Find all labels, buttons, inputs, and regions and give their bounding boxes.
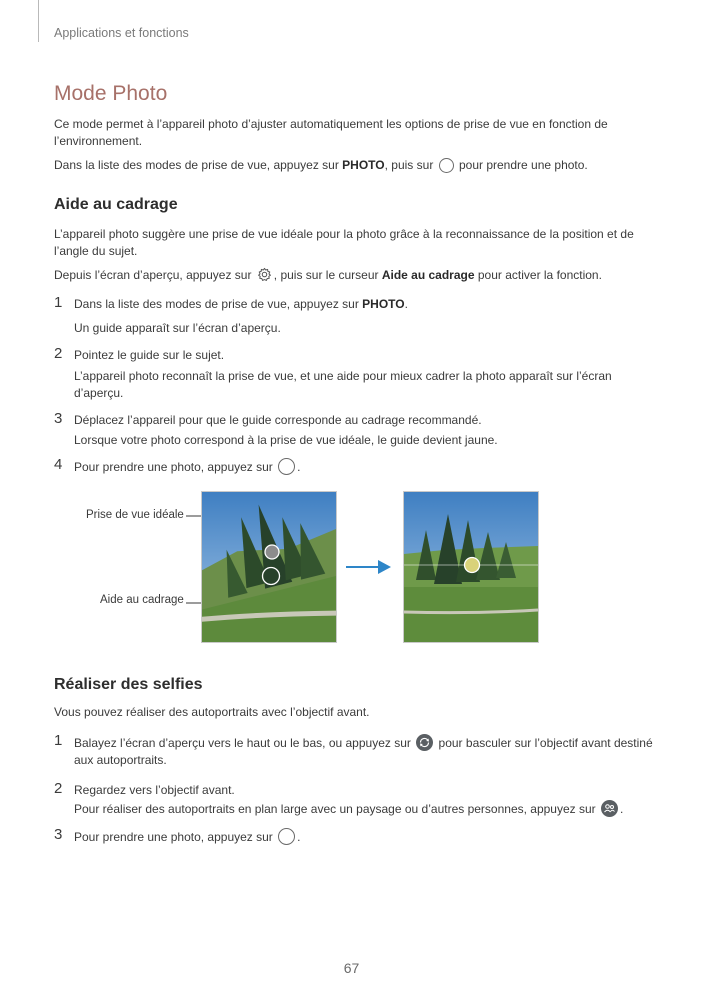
shutter-icon: [278, 828, 295, 845]
step-text: Pour prendre une photo, appuyez sur .: [74, 460, 301, 474]
switch-camera-icon: [416, 734, 433, 751]
framing-heading: Aide au cadrage: [54, 196, 178, 213]
page-number: 67: [343, 960, 360, 976]
intro-paragraph: Ce mode permet à l’appareil photo d’ajuster automatiquement les options de prise de vue en fonction de l’environnement.: [54, 117, 608, 148]
step-detail: Pour réaliser des autoportraits en plan large avec un paysage ou d’autres personnes, appuyez sur .: [74, 802, 624, 816]
step-number: 1: [54, 732, 63, 749]
step-number: 3: [54, 826, 63, 843]
step-text: Dans la liste des modes de prise de vue, appuyez sur PHOTO.: [74, 297, 408, 311]
arrow-right-icon: [344, 558, 394, 576]
step-number: 4: [54, 456, 63, 473]
section-header: Applications et fonctions: [54, 26, 189, 40]
selfies-paragraph: Vous pouvez réaliser des autoportraits avec l’objectif avant.: [54, 705, 370, 719]
page-title: Mode Photo: [54, 82, 168, 105]
step-detail: L’appareil photo reconnaît la prise de vue, et une aide pour mieux cadrer la photo apparaît sur l’écran d’aperçu.: [74, 369, 612, 400]
wide-selfie-icon: [601, 800, 618, 817]
step-text: Pointez le guide sur le sujet.: [74, 348, 225, 362]
preview-before-image: [201, 491, 337, 643]
preview-after-image: [403, 491, 539, 643]
step-detail: Un guide apparaît sur l’écran d’aperçu.: [74, 321, 281, 335]
selfies-heading: Réaliser des selfies: [54, 676, 203, 693]
callout-framing-aid: Aide au cadrage: [100, 594, 184, 606]
callout-ideal-shot: Prise de vue idéale: [86, 509, 184, 521]
step-text: Regardez vers l’objectif avant.: [74, 783, 235, 797]
step-number: 1: [54, 294, 63, 311]
step-number: 3: [54, 410, 63, 427]
intro-instruction: Dans la liste des modes de prise de vue, appuyez sur PHOTO, puis sur pour prendre une photo.: [54, 158, 588, 172]
step-number: 2: [54, 780, 63, 797]
step-number: 2: [54, 345, 63, 362]
framing-paragraph: L’appareil photo suggère une prise de vue idéale pour la photo grâce à la reconnaissance de la position et de l’angle du sujet.: [54, 227, 634, 258]
step-text: Pour prendre une photo, appuyez sur .: [74, 830, 301, 844]
step-text: Déplacez l’appareil pour que le guide corresponde au cadrage recommandé.: [74, 413, 482, 427]
step-text: Balayez l’écran d’aperçu vers le haut ou le bas, ou appuyez sur pour basculer sur l’objectif avant destiné aux autoportraits.: [74, 736, 653, 767]
framing-instruction: Depuis l’écran d’aperçu, appuyez sur , puis sur le curseur Aide au cadrage pour activer la fonction.: [54, 268, 602, 282]
step-detail: Lorsque votre photo correspond à la prise de vue idéale, le guide devient jaune.: [74, 433, 498, 447]
